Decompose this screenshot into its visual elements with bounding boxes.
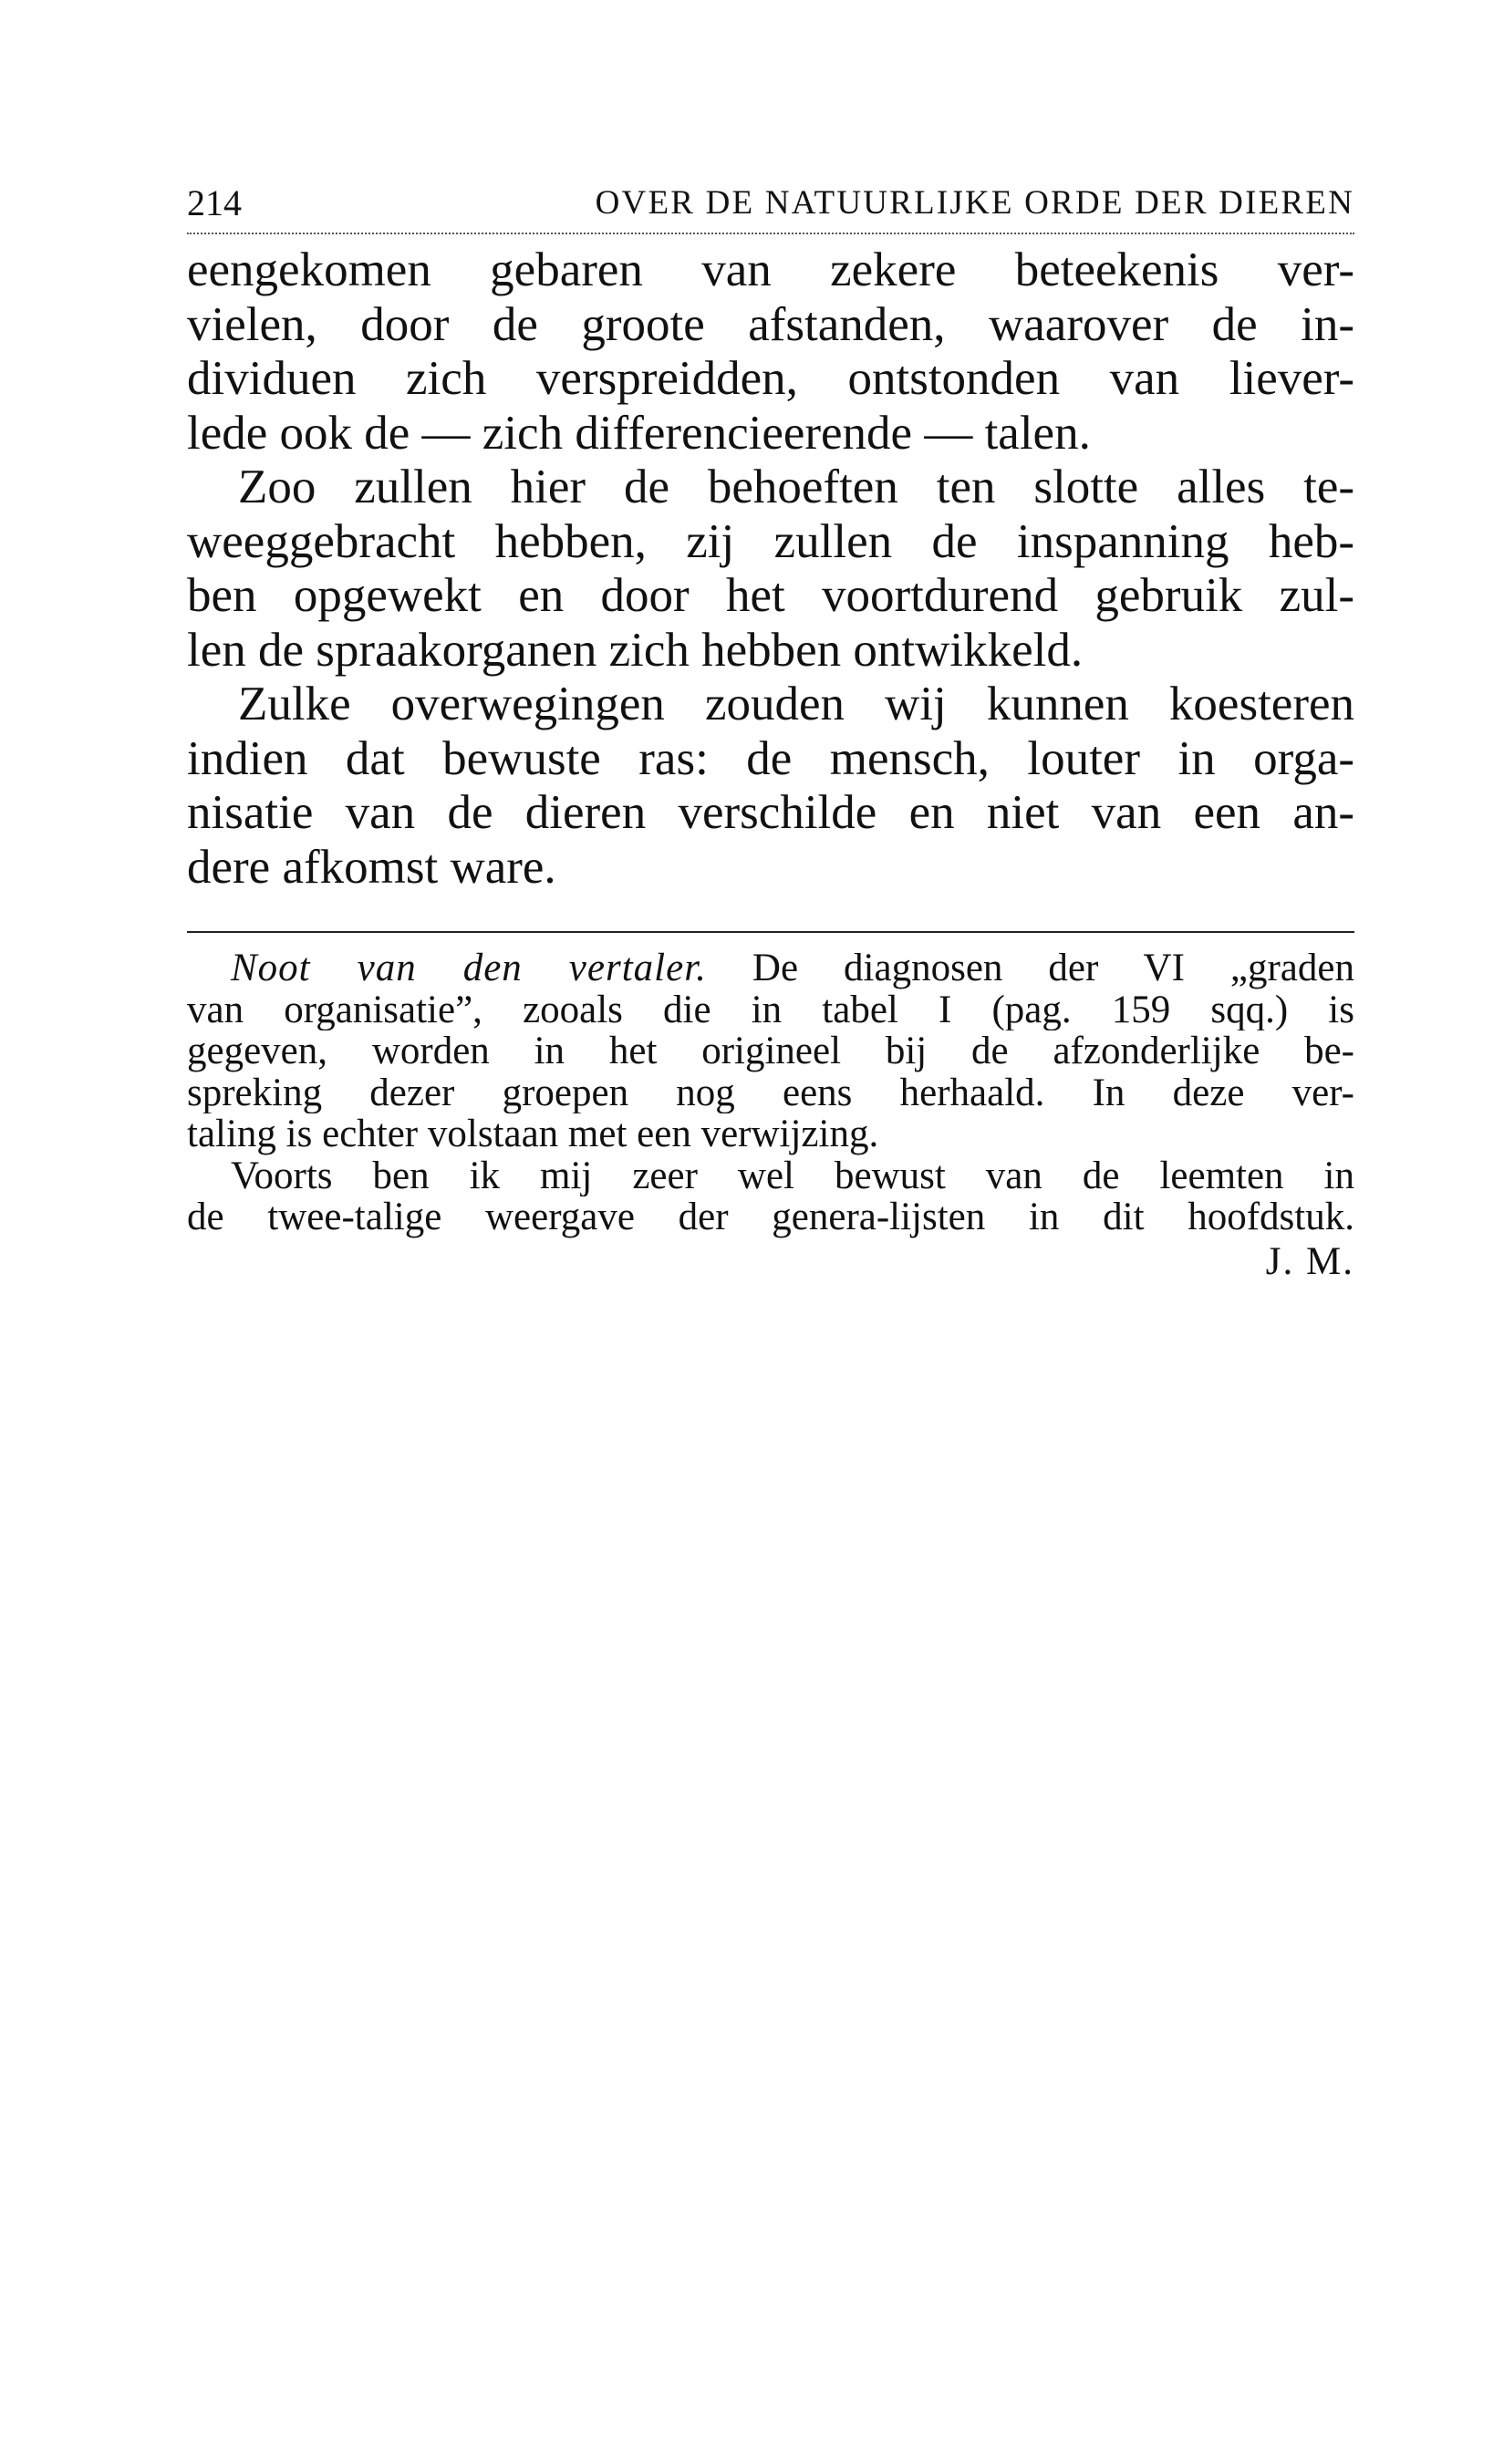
text-line: weeggebracht hebben, zij zullen de inspanning heb- (187, 514, 1354, 568)
footnote-line: de twee-talige weergave der genera-lijsten in dit hoofdstuk. (187, 1196, 1354, 1238)
text-line: dividuen zich verspreidden, ontstonden van liever- (187, 352, 1354, 405)
header-dotted-rule (187, 233, 1354, 234)
text-line: dere afkomst ware. (187, 840, 556, 894)
footnote-line: taling is echter volstaan met een verwijzing. (187, 1113, 879, 1155)
footnote-rule (187, 931, 1354, 933)
footnote-first-line (187, 947, 1354, 989)
page-number: 214 (187, 182, 242, 223)
text-line: eengekomen gebaren van zekere beteekenis ver- (187, 243, 1354, 296)
text-line: ben opgewekt en door het voortdurend gebruik zul- (187, 569, 1354, 622)
running-title: OVER DE NATUURLIJKE ORDE DER DIEREN (595, 184, 1354, 222)
footnote (187, 947, 1354, 1286)
book-page (187, 178, 1354, 1286)
footnote-line: Voorts ben ik mij zeer wel bewust van de leemten in (231, 1154, 1354, 1196)
footnote-line: van organisatie”, zooals die in tabel I (pag. 159 sqq.) is (187, 989, 1354, 1030)
footnote-line: gegeven, worden in het origineel bij de afzonderlijke be- (187, 1030, 1354, 1072)
text-line: lede ook de — zich differencieerende — talen. (187, 406, 1091, 460)
footnote-first-line-text: De diagnosen der VI „graden (706, 947, 1354, 989)
translator-signature: J. M. (1265, 1239, 1354, 1283)
text-line: nisatie van de dieren verschilde en niet van een an- (187, 786, 1354, 839)
footnote-title: Noot van den vertaler. (231, 947, 707, 989)
running-header (187, 178, 1354, 229)
text-line: vielen, door de groote afstanden, waarover de in- (187, 297, 1354, 351)
footnote-line: spreking dezer groepen nog eens herhaald. In deze ver- (187, 1072, 1354, 1113)
text-line: indien dat bewuste ras: de mensch, louter in orga- (187, 731, 1354, 785)
body-text (187, 243, 1354, 895)
text-line: Zulke overwegingen zouden wij kunnen koesteren (238, 678, 1354, 730)
text-line: len de spraakorganen zich hebben ontwikkeld. (187, 623, 1084, 677)
text-line: Zoo zullen hier de behoeften ten slotte alles te- (238, 461, 1354, 513)
